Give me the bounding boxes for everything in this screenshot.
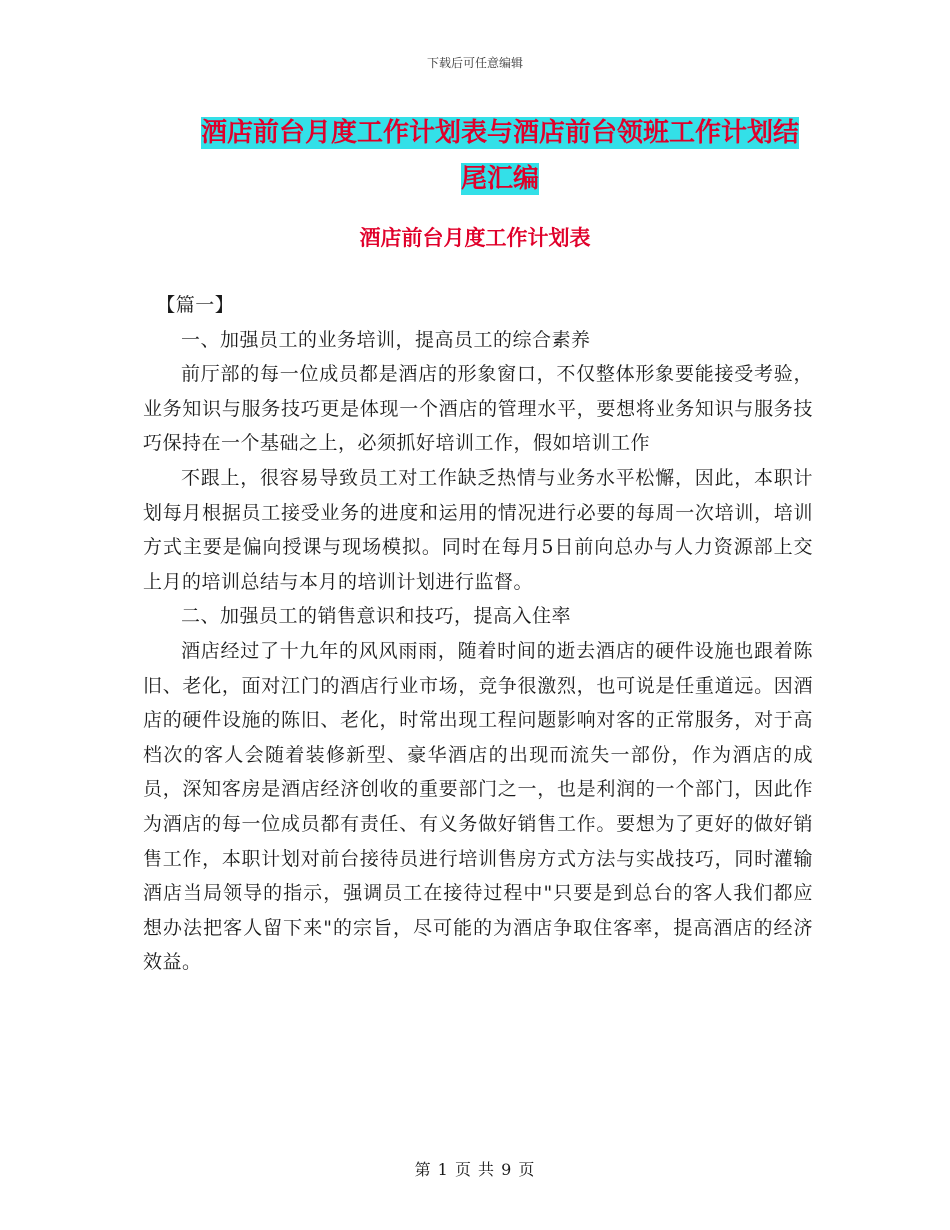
paragraph: 一、加强员工的业务培训，提高员工的综合素养: [181, 328, 591, 351]
document-body: [143, 288, 813, 980]
section-title: 酒店前台月度工作计划表: [359, 226, 591, 250]
page-footer: 第 1 页 共 9 页: [414, 1160, 536, 1179]
part-label: 【篇一】: [156, 294, 235, 316]
header-note: 下载后可任意编辑: [426, 56, 523, 70]
document-title-text: 酒店前台月度工作计划表与酒店前台领班工作计划结尾汇编: [200, 118, 799, 194]
document-title: [190, 110, 810, 202]
paragraph: 二、加强员工的销售意识和技巧，提高入住率: [181, 605, 572, 628]
paragraph: 酒店经过了十九年的风风雨雨，随着时间的逝去酒店的硬件设施也跟着陈旧、老化，面对江门的酒店行业市场，竞争很激烈，也可说是任重道远。因酒店的硬件设施的陈旧、老化，时常出现工程问题影响对客的正常服务，对于高档次的客人会随着装修新型、豪华酒店的出现而流失一部份，作为酒店的成员，深知客房是酒店经济创收的重要部门之一，也是利润的一个部门，因此作为酒店的每一位成员都有责任、有义务做好销售工作。要想为了更好的做好销售工作，本职计划对前台接待员进行培训售房方式方法与实战技巧，同时灌输酒店当局领导的指示，强调员工在接待过程中"只要是到总台的客人我们都应想办法把客人留下来"的宗旨，尽可能的为酒店争取住客率，提高酒店的经济效益。: [143, 639, 813, 974]
paragraph: 前厅部的每一位成员都是酒店的形象窗口，不仅整体形象要能接受考验，业务知识与服务技巧更是体现一个酒店的管理水平，要想将业务知识与服务技巧保持在一个基础之上，必须抓好培训工作，假如培训工作: [143, 363, 813, 455]
paragraph: 不跟上，很容易导致员工对工作缺乏热情与业务水平松懈，因此，本职计划每月根据员工接受业务的进度和运用的情况进行必要的每周一次培训，培训方式主要是偏向授课与现场模拟。同时在每月5日前向总办与人力资源部上交上月的培训总结与本月的培训计划进行监督。: [143, 466, 813, 593]
